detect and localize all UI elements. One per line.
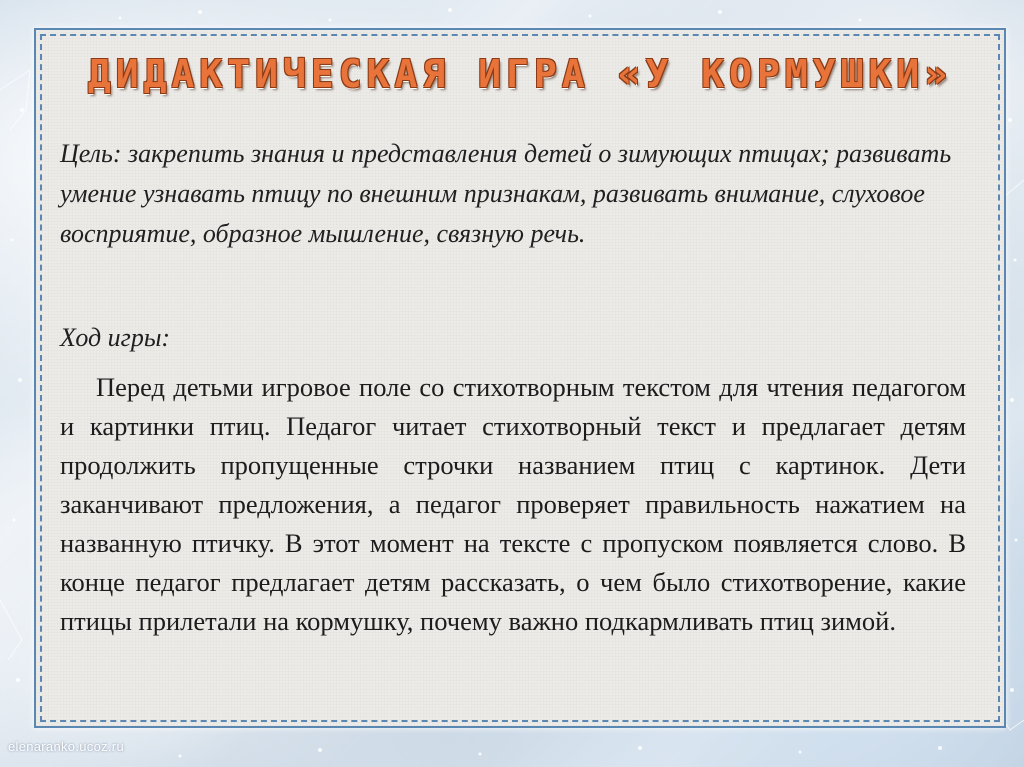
goal-paragraph: Цель: закрепить знания и представления детей о зимующих птицах; развивать умение узнавать птицу по внешним признакам, развивать внимание, слуховое восприятие, образное мышление, связную речь. bbox=[60, 139, 952, 248]
game-description-paragraph: Перед детьми игровое поле со стихотворным текстом для чтения педагогом и картинки птиц. Педагог читает стихотворный текст и предлагает детям продолжить пропущенные строчки названием птиц с картинок. Дети заканчивают предложения, а педагог проверяет правильность нажатием на названную птичку. В этот момент на тексте с пропуском появляется слово. В конце педагог предлагает детям рассказать, о чем было стихотворение, какие птицы прилетали на кормушку, почему важно подкармливать птиц зимой. bbox=[60, 372, 966, 636]
slide-title: ДИДАКТИЧЕСКАЯ ИГРА «У КОРМУШКИ» bbox=[87, 52, 953, 96]
content-panel bbox=[34, 28, 1006, 728]
game-progress-heading: Ход игры: bbox=[60, 323, 171, 352]
site-watermark: elenaranko.ucoz.ru bbox=[8, 739, 124, 754]
